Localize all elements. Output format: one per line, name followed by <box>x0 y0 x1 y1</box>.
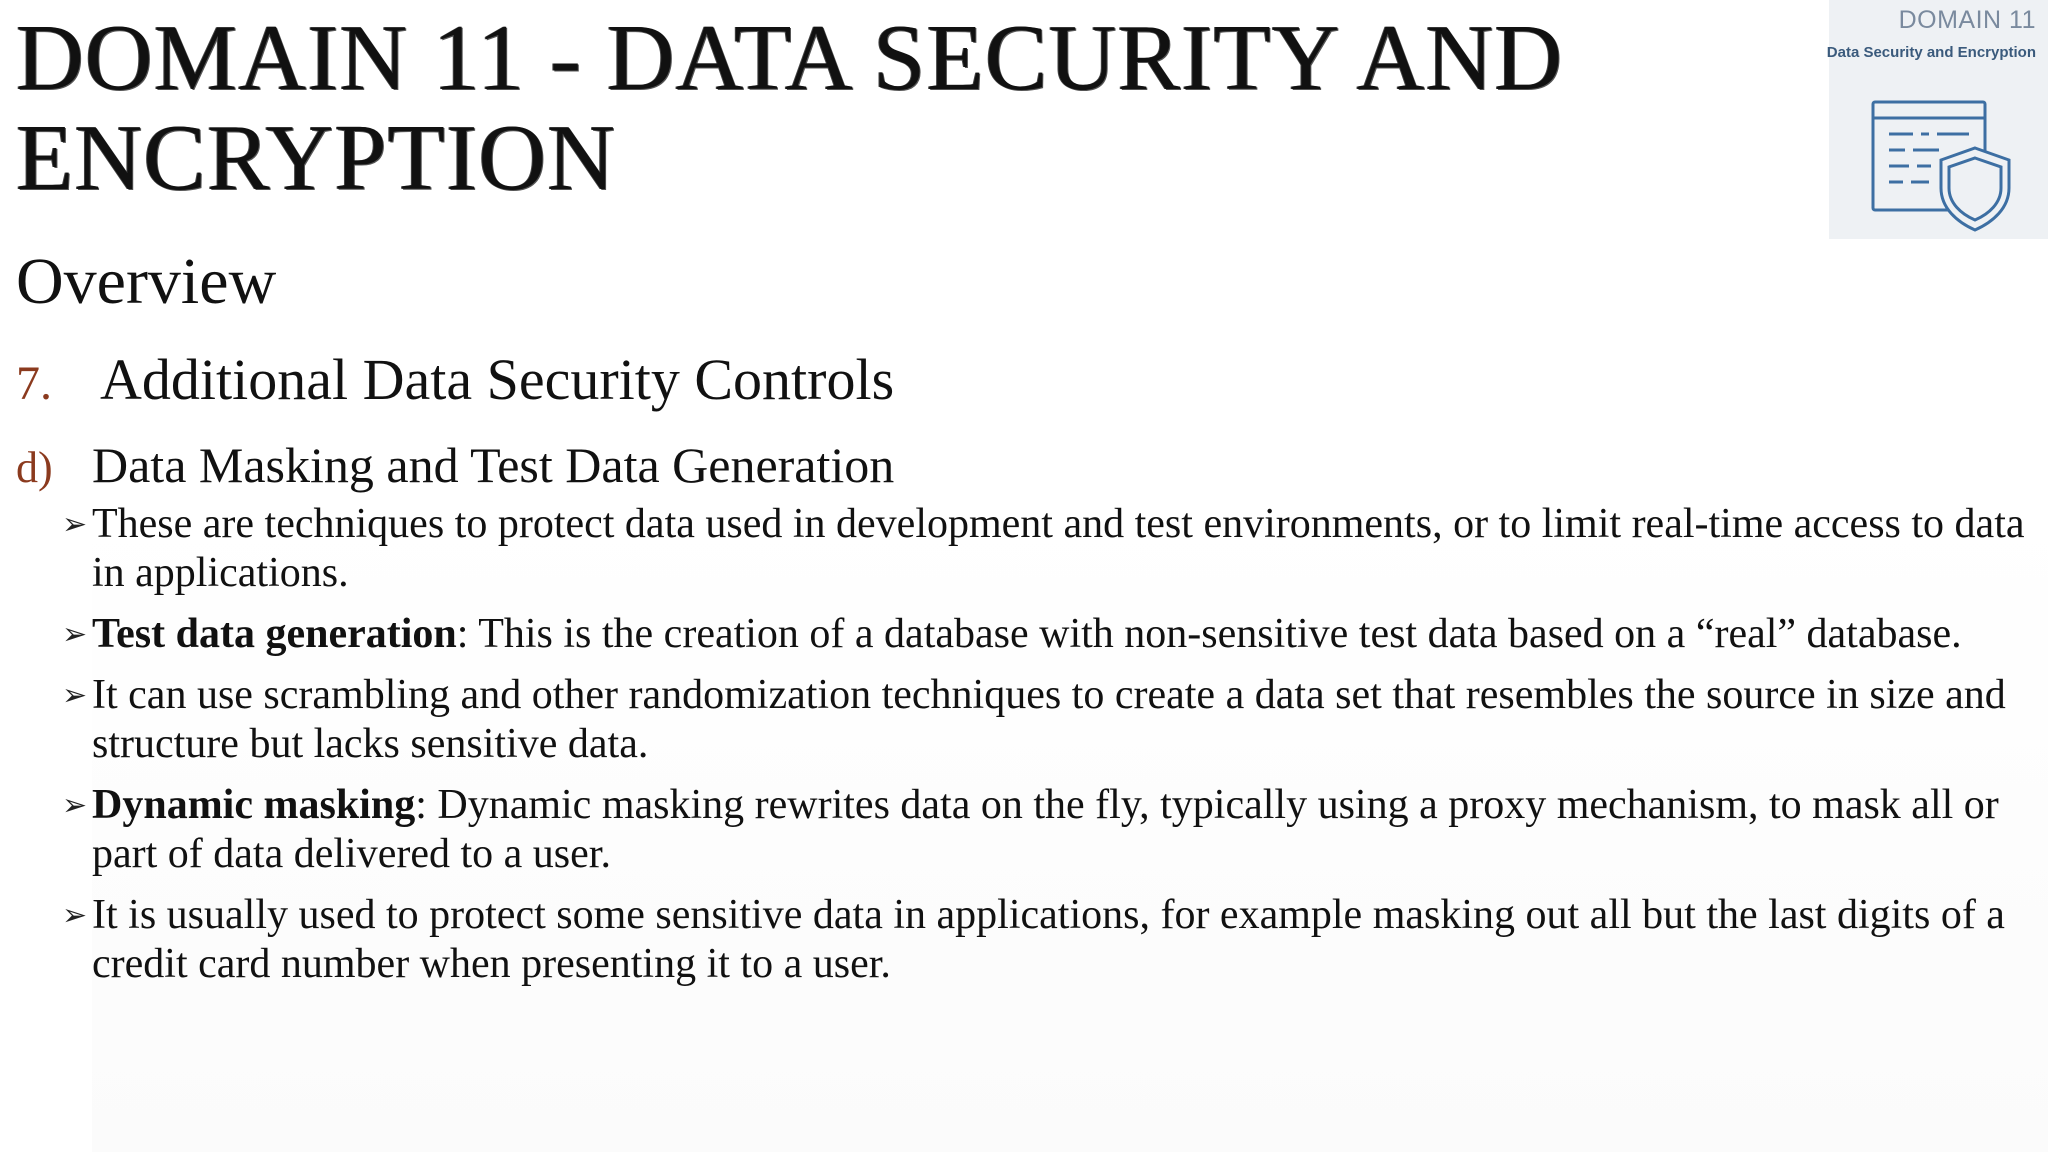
bullet-item <box>62 500 2032 598</box>
arrow-bullet-icon: ➢ <box>62 679 88 712</box>
arrow-bullet-icon: ➢ <box>62 618 88 651</box>
bullet-list <box>62 500 2032 1001</box>
bullet-item <box>62 671 2032 769</box>
bullet-term: Dynamic masking <box>92 782 416 828</box>
subitem-letter: d) <box>16 443 53 492</box>
document-shield-icon <box>1869 96 2019 236</box>
outline-item <box>16 346 894 413</box>
bullet-text: : Dynamic masking rewrites data on the fly, typically using a proxy mechanism, to mask all or part of data delivered to a user. <box>92 782 1999 877</box>
arrow-bullet-icon: ➢ <box>62 899 88 932</box>
bullet-text: These are techniques to protect data used in development and test environments, or to limit real-time access to data in applications. <box>92 501 2025 596</box>
subitem-label: Data Masking and Test Data Generation <box>92 437 895 493</box>
section-heading: Overview <box>16 245 277 318</box>
arrow-bullet-icon: ➢ <box>62 789 88 822</box>
bullet-item <box>62 781 2032 879</box>
bullet-text: : This is the creation of a database with non-sensitive test data based on a “real” database. <box>456 611 1962 657</box>
badge-domain-label: DOMAIN 11 <box>1898 6 2036 34</box>
item-number: 7. <box>16 357 52 410</box>
bullet-term: Test data generation <box>92 611 457 657</box>
badge-subtitle: Data Security and Encryption <box>1826 44 2036 61</box>
bullet-item <box>62 610 2032 659</box>
slide-title: DOMAIN 11 - DATA SECURITY AND ENCRYPTION <box>16 6 1564 210</box>
arrow-bullet-icon: ➢ <box>62 508 88 541</box>
bullet-text: It can use scrambling and other randomization techniques to create a data set that resembles the source in size and structure but lacks sensitive data. <box>92 672 2006 767</box>
bullet-text: It is usually used to protect some sensitive data in applications, for example masking out all but the last digits of a credit card number when presenting it to a user. <box>92 892 2005 987</box>
domain-badge <box>1826 0 2048 239</box>
outline-subitem <box>16 436 894 494</box>
bullet-item <box>62 891 2032 989</box>
item-label: Additional Data Security Controls <box>100 347 895 412</box>
